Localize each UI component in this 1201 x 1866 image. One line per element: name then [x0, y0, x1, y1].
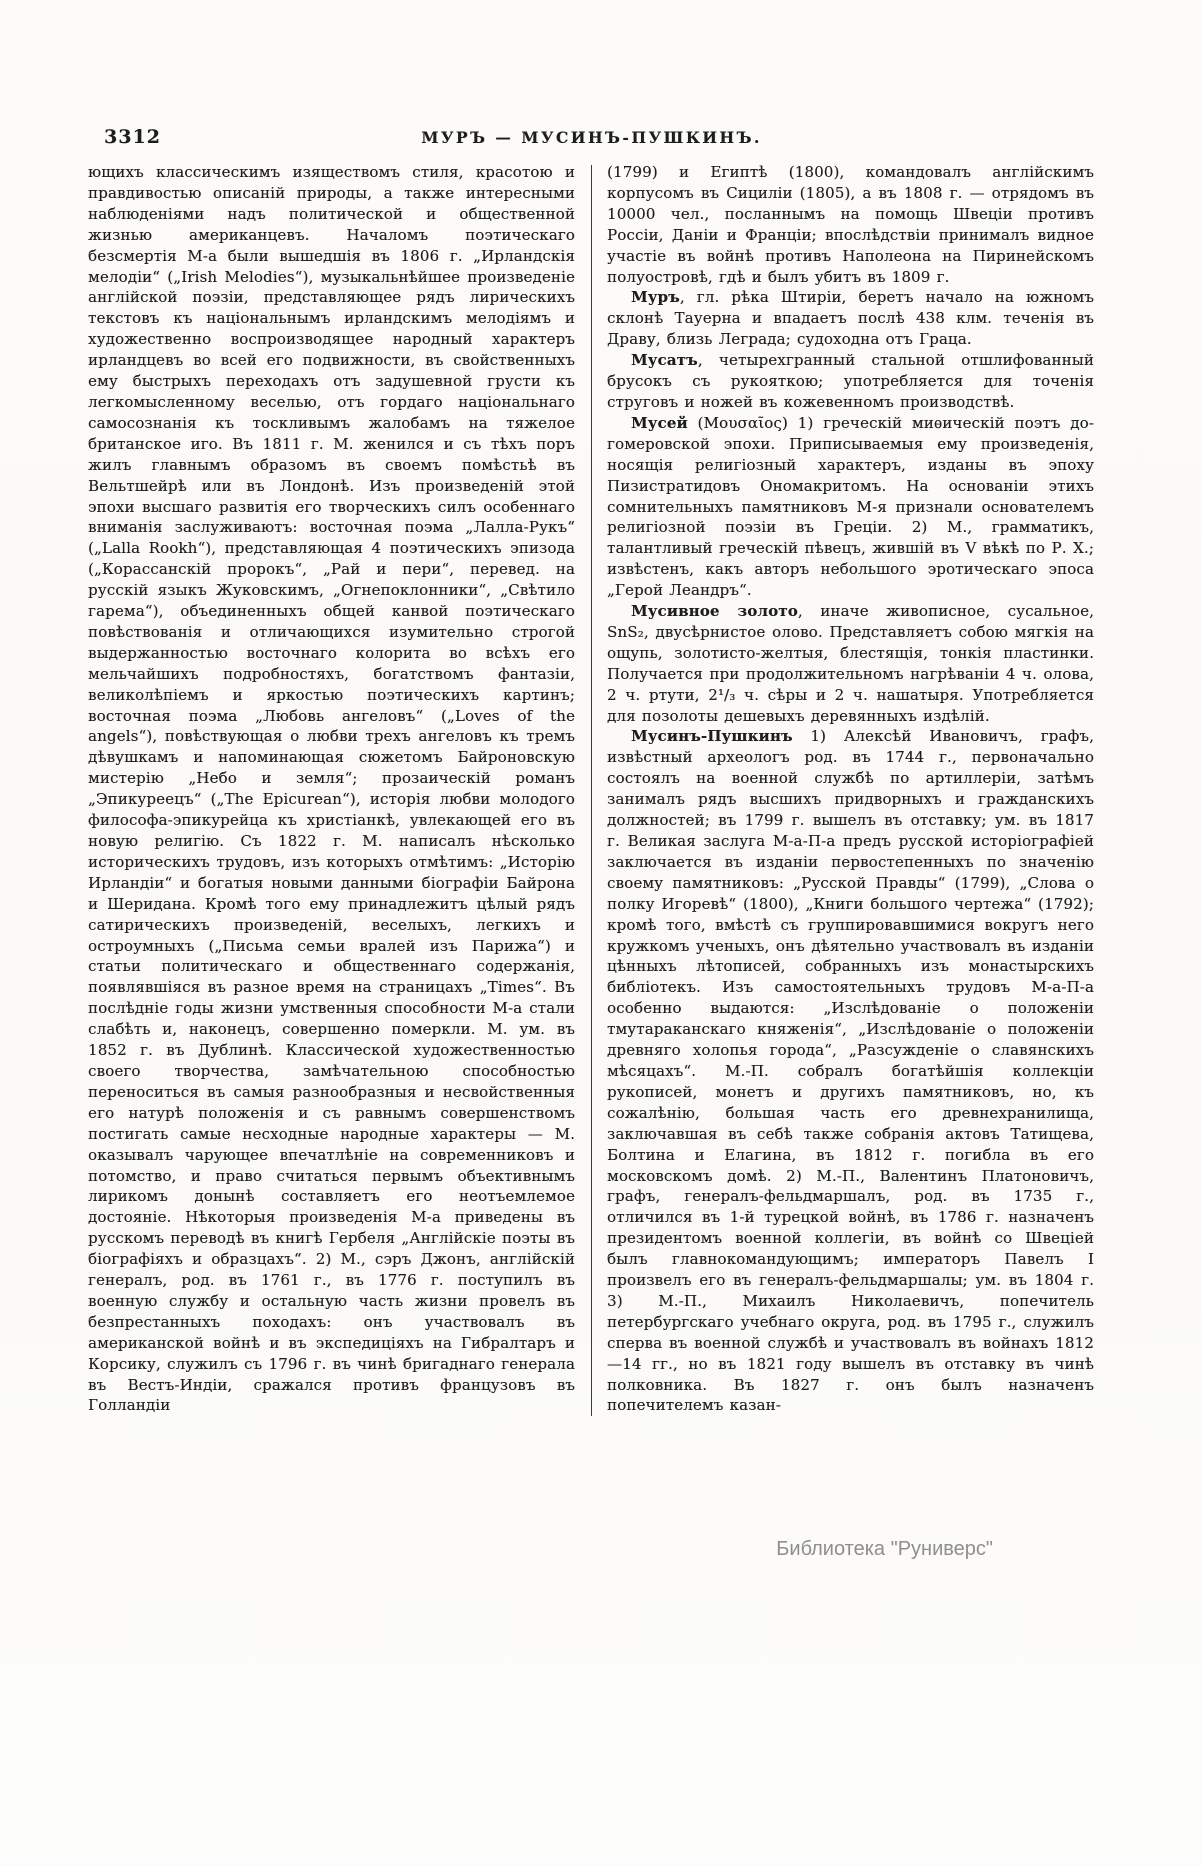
left-column: [88, 162, 575, 1416]
page-number: 3312: [104, 126, 161, 148]
entry-text: (Μουσαῖος) 1) греческій миѳическій поэтъ до-гомеровской эпохи. Приписываемыя ему произведенія, носящія религіозный характеръ, изданы въ эпоху Пизистратидовъ Ономакритомъ. На основаніи этихъ сомнительныхъ памятниковъ М-я признали основателемъ религіозной поэзіи въ Греціи. 2) М., грамматикъ, талантливый греческій пѣвецъ, жившій въ V вѣкѣ по Р. Х.; извѣстенъ, какъ авторъ небольшого эротическаго эпоса „Герой Леандръ“.: [607, 413, 1094, 600]
right-column: [607, 162, 1094, 1416]
entry-moore-continuation: [88, 162, 575, 1416]
entry-musei: [607, 413, 1094, 601]
page-header: [88, 124, 1095, 150]
column-divider-rule: [591, 165, 592, 1416]
entry-text: ющихъ классическимъ изяществомъ стиля, красотою и правдивостью описаній природы, а также интересными наблюденіями надъ политической и общественной жизнью американцевъ. Началомъ поэтическаго безсмертія М-а были вышедшія въ 1806 г. „Ирландскія мелодіи“ („Irish Melodies“), музыкальнѣйшее произведеніе англійской поэзіи, представляющее рядъ лирическихъ текстовъ къ національнымъ ирландскимъ мелодіямъ и художественно воспроизводящее народный характеръ ирландцевъ во всей его подвижности, въ свойственныхъ ему быстрыхъ переходахъ отъ задушевной грусти къ легкомысленному веселью, отъ гордаго національнаго самосознанія къ тоскливымъ жалобамъ на тяжелое британское иго. Въ 1811 г. М. женился и съ тѣхъ поръ жилъ главнымъ образомъ въ своемъ помѣстьѣ въ Вельтшейрѣ или въ Лондонѣ. Изъ произведеній этой эпохи высшаго развитія его творческихъ силъ особеннаго вниманія заслуживаютъ: восточная поэма „Лалла-Рукъ“ („Lalla Rookh“), представляющая 4 поэтическихъ эпизода („Корассанскій пророкъ“, „Рай и пери“, перевед. на русскій языкъ Жуковскимъ, „Огнепоклонники“, „Свѣтило гарема“), объединенныхъ общей канвой поэтическаго повѣствованія и отличающихся изумительно строгой выдержанностью восточнаго колорита во всѣхъ его мельчайшихъ подробностяхъ, богатствомъ фантазіи, великолѣпіемъ и яркостью поэтическихъ картинъ; восточная поэма „Любовь ангеловъ“ („Loves of the angels“), повѣствующая о любви трехъ ангеловъ къ тремъ дѣвушкамъ и напоминающая сюжетомъ Байроновскую мистерію „Небо и земля“; прозаическій романъ „Эпикуреецъ“ („The Epicurean“), исторія любви молодого философа-эпикурейца къ христіанкѣ, увлекающей его въ новую религію. Съ 1822 г. М. написалъ нѣсколько историческихъ трудовъ, изъ которыхъ отмѣтимъ: „Исторію Ирландіи“ и богатыя новыми данными біографіи Байрона и Шеридана. Кромѣ того ему принадлежитъ цѣлый рядъ сатирическихъ произведеній, веселыхъ, легкихъ и остроумныхъ („Письма семьи вралей изъ Парижа“) и статьи политическаго и общественнаго содержанія, появлявшіяся въ разное время на страницахъ „Times“. Въ послѣдніе годы жизни умственныя способности М-а стали слабѣть и, наконецъ, совершенно померкли. М. ум. въ 1852 г. въ Дублинѣ. Классической художественностью своего творчества, замѣчательною способностью переноситься въ самыя разнообразныя и несвойственныя его натурѣ положенія и съ равнымъ совершенствомъ постигать самые несходные народные характеры — М. оказывалъ чарующее впечатлѣніе на современниковъ и потомство, и право считаться первымъ объективнымъ лирикомъ донынѣ составляетъ его неотъемлемое достояніе. Нѣкоторыя произведенія М-а приведены въ русскомъ переводѣ въ книгѣ Гербеля „Англійскіе поэты въ біографіяхъ и образцахъ“. 2) М., сэръ Джонъ, англійскій генералъ, род. въ 1761 г., въ 1776 г. поступилъ въ военную службу и остальную часть жизни провелъ въ безпрестанныхъ походахъ: онъ участвовалъ въ американской войнѣ и въ экспедиціяхъ на Гибралтаръ и Корсику, служилъ съ 1796 г. въ чинѣ бригаднаго генерала въ Вестъ-Индіи, сражался противъ французовъ въ Голландіи: [88, 163, 575, 1415]
entry-text: , гл. рѣка Штиріи, беретъ начало на южномъ склонѣ Тауерна и впадаетъ послѣ 438 клм. теченія въ Драву, близь Леграда; судоходна отъ Граца.: [607, 288, 1094, 349]
page-header-title: МУРЪ — МУСИНЪ-ПУШКИНЪ.: [421, 128, 762, 147]
entry-text: , иначе живописное, сусальное, SnS₂, двусѣрнистое олово. Представляетъ собою мягкія на ощупь, золотисто-желтыя, блестящія, тонкія пластинки. Получается при продолжительномъ нагрѣваніи 4 ч. олова, 2 ч. ртути, 2¹/₃ ч. сѣры и 2 ч. нашатыря. Употребляется для позолоты дешевыхъ деревянныхъ издѣлій.: [607, 602, 1095, 725]
runivers-library-watermark: Библиотека "Руниверс": [776, 1538, 993, 1560]
text-columns: [88, 162, 1095, 1416]
entry-text: , четырехгранный стальной отшлифованный брусокъ съ рукояткою; употребляется для точенія струговъ и ножей въ кожевенномъ производствѣ.: [607, 351, 1094, 411]
entry-musat: [607, 350, 1094, 413]
entry-term: Мусатъ: [631, 351, 698, 370]
entry-mur-river: [607, 287, 1094, 350]
entry-moore-john-continuation: [607, 162, 1094, 287]
entry-term: Мусей: [631, 413, 688, 432]
entry-musivnoe-zoloto: [607, 601, 1094, 726]
entry-term: Муръ: [631, 288, 680, 307]
entry-musin-pushkin: [607, 726, 1094, 1416]
entry-text: (1799) и Египтѣ (1800), командовалъ англійскимъ корпусомъ въ Сициліи (1805), а въ 1808 г. — отрядомъ въ 10000 чел., посланнымъ на помощь Швеціи противъ Россіи, Даніи и Франціи; впослѣдствіи принималъ видное участіе въ войнѣ противъ Наполеона на Пиринейскомъ полуостровѣ, гдѣ и былъ убитъ въ 1809 г.: [607, 163, 1094, 286]
entry-term: Мусивное золото: [631, 602, 798, 621]
entry-text: 1) Алексѣй Ивановичъ, графъ, извѣстный археологъ род. въ 1744 г., первоначально состоялъ на военной службѣ по артиллеріи, затѣмъ занималъ рядъ высшихъ придворныхъ и гражданскихъ должностей; въ 1799 г. вышелъ въ отставку; ум. въ 1817 г. Великая заслуга М-а-П-а предъ русской исторіографіей заключается въ изданіи первостепенныхъ по значенію своему памятниковъ: „Русской Правды“ (1799), „Слова о полку Игоревѣ“ (1800), „Книги большого чертежа“ (1792); кромѣ того, вмѣстѣ съ группировавшимися вокругъ него кружкомъ ученыхъ, онъ дѣятельно участвовалъ въ изданіи цѣнныхъ лѣтописей, собранныхъ изъ монастырскихъ библіотекъ. Изъ самостоятельныхъ трудовъ М-а-П-а особенно выдаются: „Изслѣдованіе о положеніи тмутараканскаго княженія“, „Изслѣдованіе о положеніи древняго холопья города“, „Разсужденіе о славянскихъ мѣсяцахъ“. М.-П. собралъ богатѣйшія коллекціи рукописей, монетъ и другихъ памятниковъ, но, къ сожалѣнію, большая часть его древнехранилища, заключавшая въ себѣ также собранія актовъ Татищева, Болтина и Елагина, въ 1812 г. погибла въ его московскомъ домѣ. 2) М.-П., Валентинъ Платоновичъ, графъ, генералъ-фельдмаршалъ, род. въ 1735 г., отличился въ 1-й турецкой войнѣ, въ 1786 г. назначенъ президентомъ военной коллегіи, въ войнѣ со Швеціей былъ главнокомандующимъ; императоръ Павелъ I произвелъ его въ генералъ-фельдмаршалы; ум. въ 1804 г. 3) М.-П., Михаилъ Николаевичъ, попечитель петербургскаго учебнаго округа, род. въ 1795 г., служилъ сперва въ военной службѣ и участвовалъ въ войнахъ 1812—14 гг., но въ 1821 году вышелъ въ отставку въ чинѣ полковника. Въ 1827 г. онъ былъ назначенъ попечителемъ казан-: [607, 727, 1094, 1415]
entry-term: Мусинъ-Пушкинъ: [631, 727, 793, 746]
